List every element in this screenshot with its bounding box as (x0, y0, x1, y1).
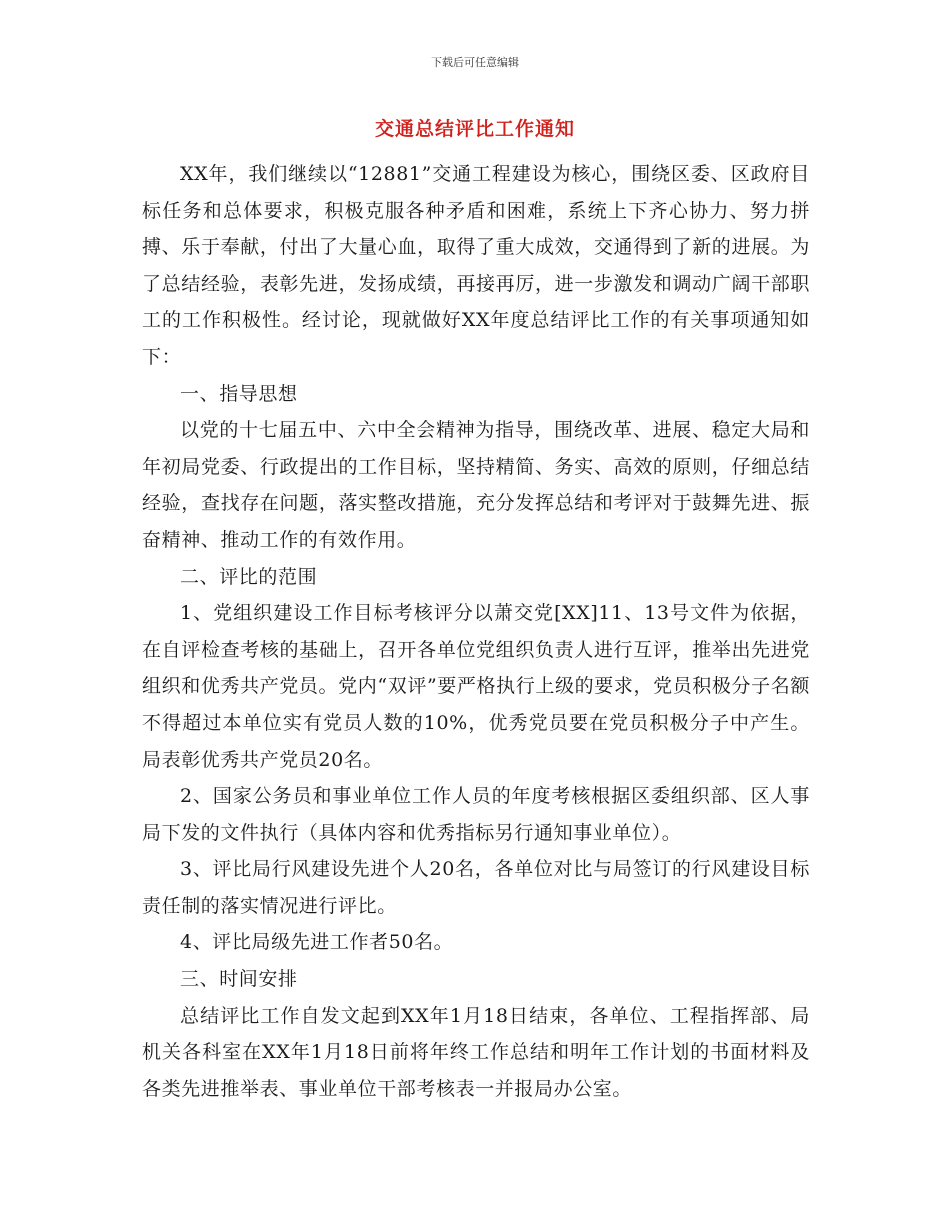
section-heading-guiding-ideology: 一、指导思想 (180, 382, 298, 405)
scope-item-2: 2、国家公务员和事业单位工作人员的年度考核根据区委组织部、区人事局下发的文件执行（具体内容和优秀指标另行通知事业单位）。 (142, 785, 810, 844)
schedule-paragraph: 总结评比工作自发文起到XX年1月18日结束，各单位、工程指挥部、局机关各科室在XX年1月18日前将年终工作总结和明年工作计划的书面材料及各类先进推举表、事业单位干部考核表一并报局办公室。 (142, 1004, 810, 1100)
section-heading-scope: 二、评比的范围 (180, 565, 318, 588)
header-note: 下载后可任意编辑 (431, 56, 519, 69)
intro-paragraph: XX年，我们继续以“12881”交通工程建设为核心，围绕区委、区政府目标任务和总体要求，积极克服各种矛盾和困难，系统上下齐心协力、努力拼搏、乐于奉献，付出了大量心血，取得了重大成效，交通得到了新的进展。为了总结经验，表彰先进，发扬成绩，再接再厉，进一步激发和调动广阔干部职工的工作积极性。经讨论，现就做好XX年度总结评比工作的有关事项通知如下： (142, 163, 810, 368)
scope-item-4: 4、评比局级先进工作者50名。 (180, 931, 454, 954)
document-body (142, 156, 810, 1107)
section-heading-schedule: 三、时间安排 (180, 968, 298, 991)
scope-item-1: 1、党组织建设工作目标考核评分以萧交党[XX]11、13号文件为依据，在自评检查考核的基础上，召开各单位党组织负责人进行互评，推举出先进党组织和优秀共产党员。党内“双评”要严格执行上级的要求，党员积极分子名额不得超过本单位实有党员人数的10%，优秀党员要在党员积极分子中产生。局表彰优秀共产党员20名。 (142, 602, 810, 771)
scope-item-3: 3、评比局行风建设先进个人20名，各单位对比与局签订的行风建设目标责任制的落实情况进行评比。 (142, 858, 810, 917)
guiding-ideology-paragraph: 以党的十七届五中、六中全会精神为指导，围绕改革、进展、稳定大局和年初局党委、行政提出的工作目标，坚持精简、务实、高效的原则，仔细总结经验，查找存在问题，落实整改措施，充分发挥总结和考评对于鼓舞先进、振奋精神、推动工作的有效作用。 (142, 419, 810, 551)
document-title: 交通总结评比工作通知 (374, 118, 575, 140)
